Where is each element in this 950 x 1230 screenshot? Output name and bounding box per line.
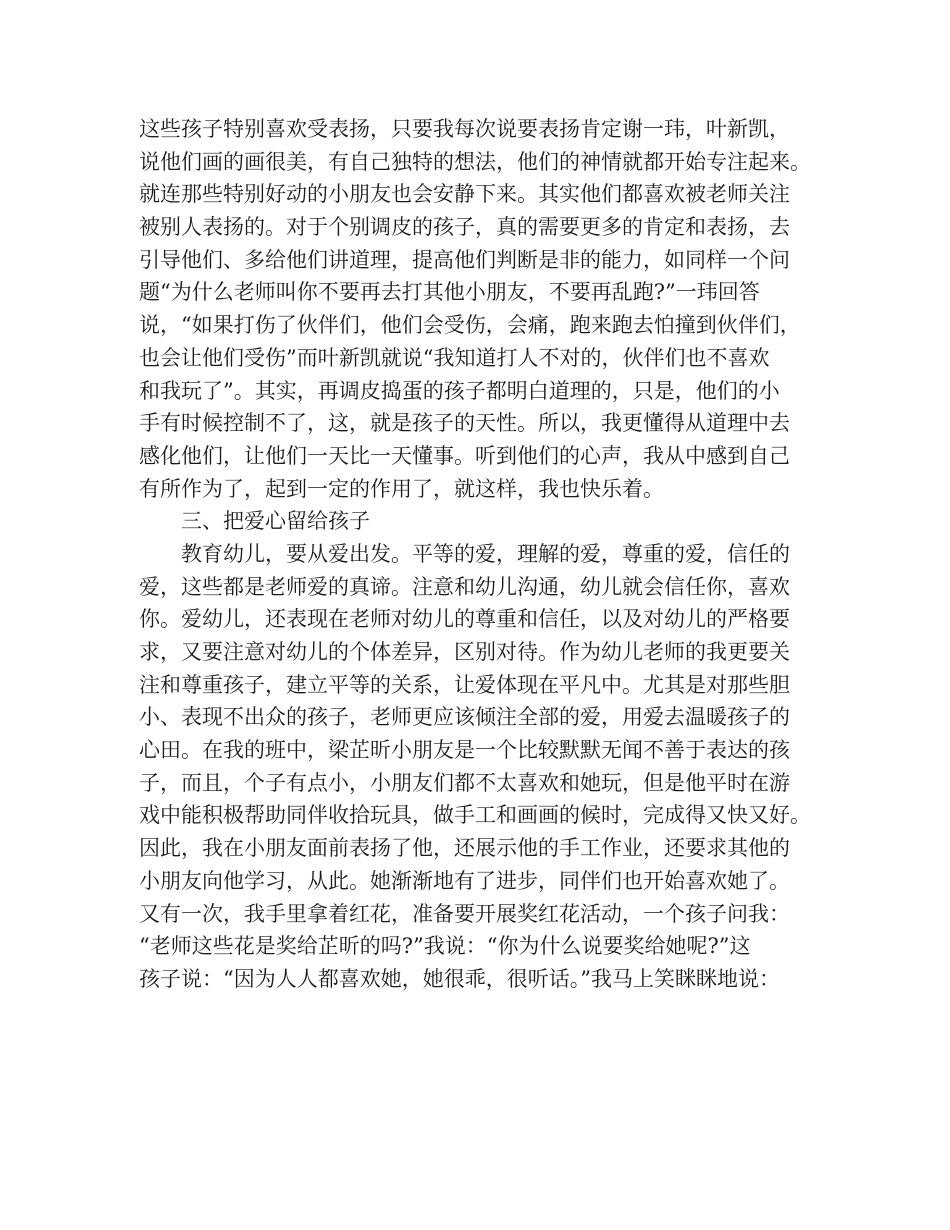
- section-heading: 三、把爱心留给孩子: [181, 509, 370, 534]
- text-line: 小、表现不出众的孩子，老师更应该倾注全部的爱，用爱去温暖孩子的: [139, 705, 790, 730]
- text-line: 和我玩了”。其实，再调皮捣蛋的孩子都明白道理的，只是，他们的小: [139, 378, 780, 403]
- text-line: 子，而且，个子有点小，小朋友们都不太喜欢和她玩，但是他平时在游: [139, 770, 790, 795]
- text-line: 引导他们、多给他们讲道理，提高他们判断是非的能力，如同样一个问: [139, 247, 790, 272]
- text-line: 又有一次，我手里拿着红花，准备要开展奖红花活动，一个孩子问我：: [139, 901, 790, 926]
- text-line: 也会让他们受伤”而叶新凯就说“我知道打人不对的，伙伴们也不喜欢: [139, 345, 770, 370]
- text-line: 因此，我在小朋友面前表扬了他，还展示他的手工作业，还要求其他的: [139, 836, 790, 861]
- text-line: 题“为什么老师叫你不要再去打其他小朋友，不要再乱跑?”一玮回答: [139, 280, 760, 305]
- text-line: 戏中能积极帮助同伴收拾玩具，做手工和画画的候时，完成得又快又好。: [139, 803, 811, 828]
- text-line: 这些孩子特别喜欢受表扬，只要我每次说要表扬肯定谢一玮，叶新凯，: [139, 117, 790, 141]
- text-line: 教育幼儿，要从爱出发。平等的爱，理解的爱，尊重的爱，信任的: [181, 541, 790, 566]
- text-line: “老师这些花是奖给芷昕的吗?”我说：“你为什么说要奖给她呢?”这: [139, 934, 751, 959]
- text-line: 小朋友向他学习，从此。她渐渐地有了进步，同伴们也开始喜欢她了。: [139, 868, 790, 893]
- text-line: 说他们画的画很美，有自己独特的想法，他们的神情就都开始专注起来。: [139, 149, 811, 174]
- text-line: 手有时候控制不了，这，就是孩子的天性。所以，我更懂得从道理中去: [139, 411, 790, 436]
- text-line: 孩子说：“因为人人都喜欢她，她很乖，很听话。”我马上笑眯眯地说：: [139, 966, 780, 991]
- body-text: [139, 113, 829, 996]
- text-line: 感化他们，让他们一天比一天懂事。听到他们的心声，我从中感到自己: [139, 443, 790, 468]
- text-line: 就连那些特别好动的小朋友也会安静下来。其实他们都喜欢被老师关注: [139, 182, 790, 207]
- text-line: 有所作为了，起到一定的作用了，就这样，我也快乐着。: [139, 476, 664, 501]
- text-line: 被别人表扬的。对于个别调皮的孩子，真的需要更多的肯定和表扬，去: [139, 215, 790, 240]
- text-line: 注和尊重孩子，建立平等的关系，让爱体现在平凡中。尤其是对那些胆: [139, 672, 790, 697]
- text-line: 你。爱幼儿，还表现在老师对幼儿的尊重和信任，以及对幼儿的严格要: [139, 607, 790, 632]
- text-line: 说，“如果打伤了伙伴们，他们会受伤，会痛，跑来跑去怕撞到伙伴们，: [139, 313, 801, 338]
- text-line: 心田。在我的班中，梁芷昕小朋友是一个比较默默无闻不善于表达的孩: [139, 738, 790, 763]
- text-line: 求，又要注意对幼儿的个体差异，区别对待。作为幼儿老师的我更要关: [139, 640, 790, 664]
- text-line: 爱，这些都是老师爱的真谛。注意和幼儿沟通，幼儿就会信任你，喜欢: [139, 574, 790, 599]
